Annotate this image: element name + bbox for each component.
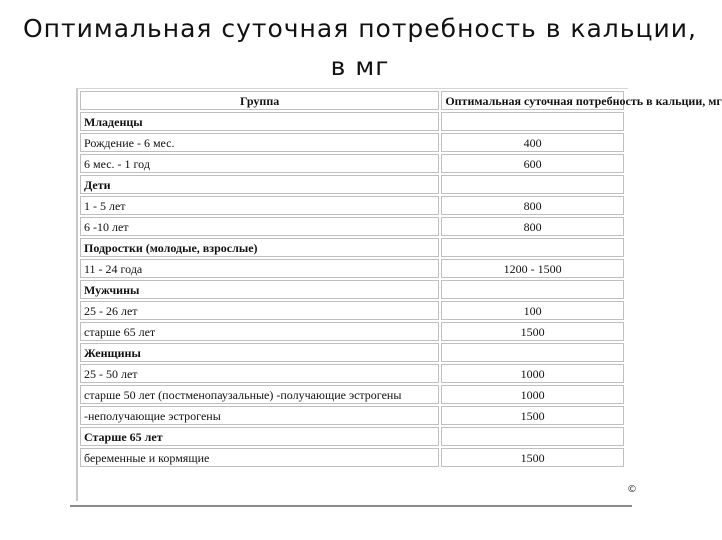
row-label: 1 - 5 лет (80, 196, 439, 215)
table-row (80, 322, 624, 341)
slide-title-line-2: в мг (330, 52, 390, 81)
row-label: Старше 65 лет (80, 427, 439, 446)
bottom-divider (70, 505, 632, 507)
row-value: 800 (441, 217, 624, 236)
row-label: Женщины (80, 343, 439, 362)
row-value (441, 427, 624, 446)
table-row (80, 427, 624, 446)
table-row (80, 343, 624, 362)
row-value: 1500 (441, 406, 624, 425)
row-value: 600 (441, 154, 624, 173)
row-label: старше 65 лет (80, 322, 439, 341)
row-value: 1000 (441, 385, 624, 404)
table-row (80, 112, 624, 131)
row-label: Подростки (молодые, взрослые) (80, 238, 439, 257)
slide-title (0, 10, 720, 86)
row-value (441, 112, 624, 131)
table-row (80, 385, 624, 404)
row-label: 6 мес. - 1 год (80, 154, 439, 173)
row-value: 100 (441, 301, 624, 320)
row-label: 11 - 24 года (80, 259, 439, 278)
header-group: Группа (80, 91, 439, 110)
table-row (80, 301, 624, 320)
table-row (80, 238, 624, 257)
row-value (441, 175, 624, 194)
calcium-table-frame (76, 88, 722, 501)
row-label: старше 50 лет (постменопаузальные) -получающие эстрогены (80, 385, 439, 404)
row-label: 25 - 50 лет (80, 364, 439, 383)
table-header-row (80, 91, 624, 110)
row-label: Младенцы (80, 112, 439, 131)
table-row (80, 154, 624, 173)
row-label: 25 - 26 лет (80, 301, 439, 320)
table-row (80, 280, 624, 299)
row-label: беременные и кормящие (80, 448, 439, 467)
row-label: -неполучающие эстрогены (80, 406, 439, 425)
row-value: 1200 - 1500 (441, 259, 624, 278)
row-value (441, 280, 624, 299)
row-label: 6 -10 лет (80, 217, 439, 236)
table-row (80, 259, 624, 278)
row-value (441, 343, 624, 362)
copyright-icon: © (627, 484, 637, 495)
row-label: Мужчины (80, 280, 439, 299)
row-label: Рождение - 6 мес. (80, 133, 439, 152)
calcium-table (78, 89, 722, 469)
row-value: 800 (441, 196, 624, 215)
row-label: Дети (80, 175, 439, 194)
table-row (80, 175, 624, 194)
row-value (441, 238, 624, 257)
table-row (80, 364, 624, 383)
table-row (80, 217, 624, 236)
table-row (80, 406, 624, 425)
table-row (80, 133, 624, 152)
header-norm: Оптимальная суточная потребность в кальции, мг (441, 91, 624, 110)
row-value: 1000 (441, 364, 624, 383)
table-row (80, 448, 624, 467)
slide-title-line-1: Оптимальная суточная потребность в кальции, (23, 14, 697, 43)
row-value: 1500 (441, 448, 624, 467)
row-value: 1500 (441, 322, 624, 341)
row-value: 400 (441, 133, 624, 152)
table-row (80, 196, 624, 215)
